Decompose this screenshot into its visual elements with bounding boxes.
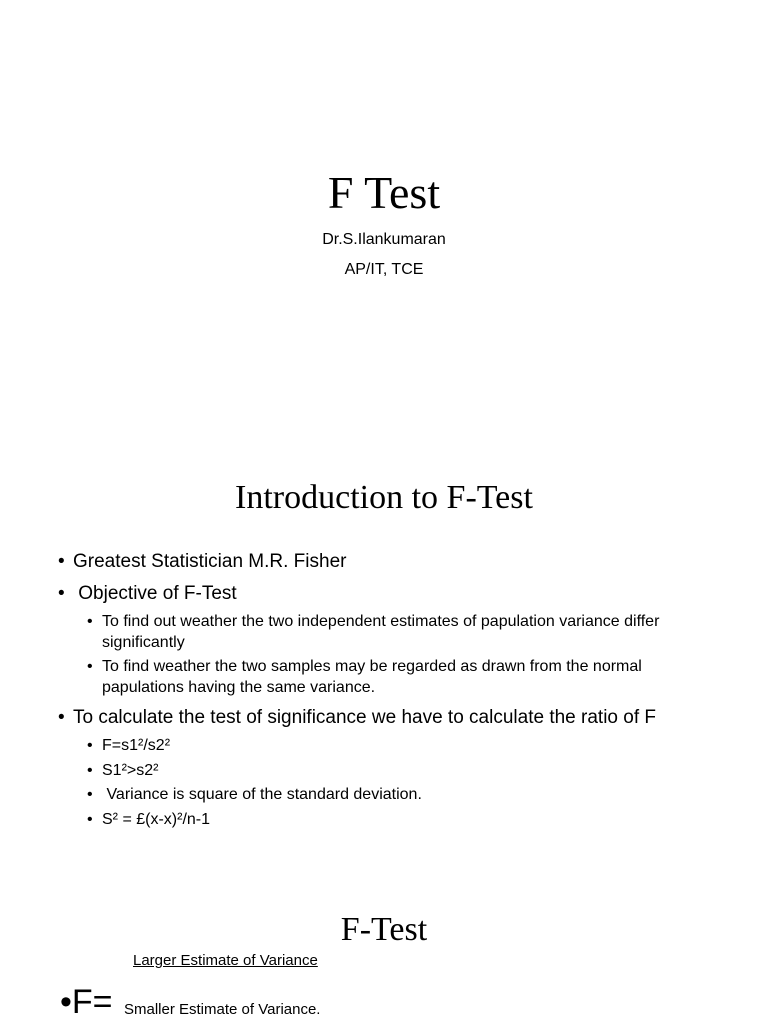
slide-title: F Test <box>327 167 441 218</box>
bullet-icon: • <box>87 811 93 828</box>
bullet-text: Objective of F-Test <box>73 583 237 604</box>
bullet-text: To calculate the test of significance we have to calculate the ratio of F <box>73 707 656 728</box>
slide-title: F-Test <box>340 911 428 948</box>
title-slide <box>0 0 768 420</box>
bullet-icon: • <box>58 707 65 728</box>
sub-bullet-item <box>87 611 707 653</box>
bullet-icon: • <box>58 583 65 604</box>
bullet-icon: • <box>58 551 65 572</box>
formula-denominator: Smaller Estimate of Variance. <box>124 1001 321 1018</box>
sub-bullet-item <box>87 760 707 781</box>
bullet-icon: • <box>87 658 93 675</box>
author-affiliation: AP/IT, TCE <box>344 261 424 278</box>
sub-bullet-text: Variance is square of the standard deviation. <box>102 786 422 803</box>
introduction-slide <box>0 470 768 850</box>
sub-bullet-text: F=s1²/s2² <box>102 737 171 754</box>
sub-bullet-text: To find weather the two samples may be regarded as drawn from the normal papulations having the same variance. <box>102 658 642 696</box>
sub-bullet-item <box>87 735 707 756</box>
bullet-icon: • <box>87 737 93 754</box>
formula-label: •F= <box>60 983 113 1021</box>
bullet-icon: • <box>87 613 93 630</box>
sub-bullet-item <box>87 784 707 805</box>
formula-numerator: Larger Estimate of Variance <box>133 952 318 969</box>
f-test-slide <box>0 900 768 1024</box>
sub-bullet-item <box>87 809 707 830</box>
slide-title: Introduction to F-Test <box>235 479 533 516</box>
sub-bullet-text: S² = £(x-x)²/n-1 <box>102 811 211 828</box>
sub-bullet-item <box>87 656 707 698</box>
bullet-text: Greatest Statistician M.R. Fisher <box>73 551 347 572</box>
sub-bullet-text: S1²>s2² <box>102 762 159 779</box>
bullet-icon: • <box>87 762 93 779</box>
bullet-icon: • <box>87 786 93 803</box>
sub-bullet-text: To find out weather the two independent estimates of papulation variance differ significantly <box>102 613 660 651</box>
author-name: Dr.S.Ilankumaran <box>322 231 446 248</box>
